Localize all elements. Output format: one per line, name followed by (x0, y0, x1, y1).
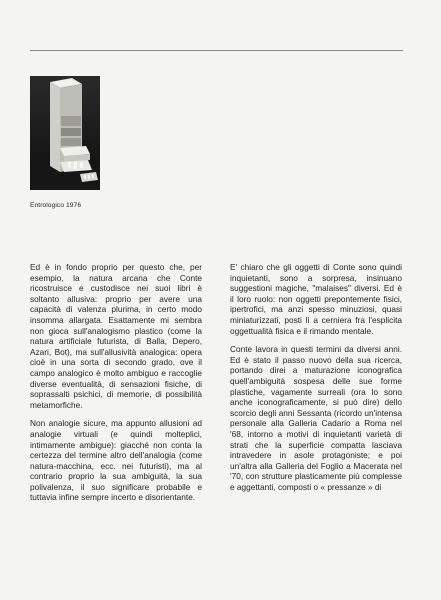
text-column-right (230, 262, 402, 500)
text-column-left (30, 262, 202, 511)
paragraph: Non analogie sicure, ma appunto allusioni ad analogie virtuali (e quindi molteplici, intimamente ambigue): giacché non conta la certezza del termine altro dell'analogia (come natura-macchina, ecc. nei futuristi), ma al contrario proprio la sua ambiguità, la sua polivalenza, il suo significare probabile e tuttavia infine sempre incerto e disorientante. (30, 418, 202, 503)
top-rule (30, 50, 403, 51)
paragraph: Conte lavora in questi termini da diversi anni. Ed è stato il passo nuovo della sua ricerca, portando direi a maturazione iconografica quell'ambiguità sospesa delle sue forme plastiche, vagamente surreali (ora lo sono anche iconograficamente, si può dire) dello scorcio degli anni Sessanta (ricordo un'intensa personale alla Galleria Cadario a Roma nel '68, intorno a motivi di inquietanti varietà di strati che la superficie compatta lasciava intravedere in asole protagoniste; e poi un'altra alla Galleria del Foglio a Macerata nel '70, con strutture plasticamente più complesse e aggettanti, composti o « pressanze » di (230, 344, 402, 492)
artwork-photo (30, 76, 100, 190)
paragraph: Ed è in fondo proprio per questo che, per esempio, la natura arcana che Conte ricostruisce e custodisce nei suoi libri è soltanto allusiva: proprio per avere una capacità di valenza plurima, in certo modo insomma allargata. Esattamente mi sembra non gioca sull'analogismo plastico (come la natura artificiale futurista, di Balla, Depero, Azari, Bot), ma sull'allusività analogica: opera cioè in una sorta di secondo grado, ove il campo analogico è molto ambiguo e raccoglie diverse eventualità, di sensazioni fisiche, di soprassalti psichici, di memorie, di possibilità metamorfiche. (30, 262, 202, 410)
photo-caption: Entrologico 1976 (30, 202, 82, 209)
paragraph: E' chiaro che gli oggetti di Conte sono quindi inquietanti, sono a sorpresa, insinuano suggestioni magiche, "malaises" diversi. Ed è il loro ruolo: non oggetti prepontemente fisici, ipertrofici, ma anzi spesso minuziosi, quasi miniaturizzati, posti lì a cerniera fra l'esplicita oggettualità fisica e il rimando mentale. (230, 262, 402, 336)
cabinet-sculpture-image (30, 76, 100, 190)
